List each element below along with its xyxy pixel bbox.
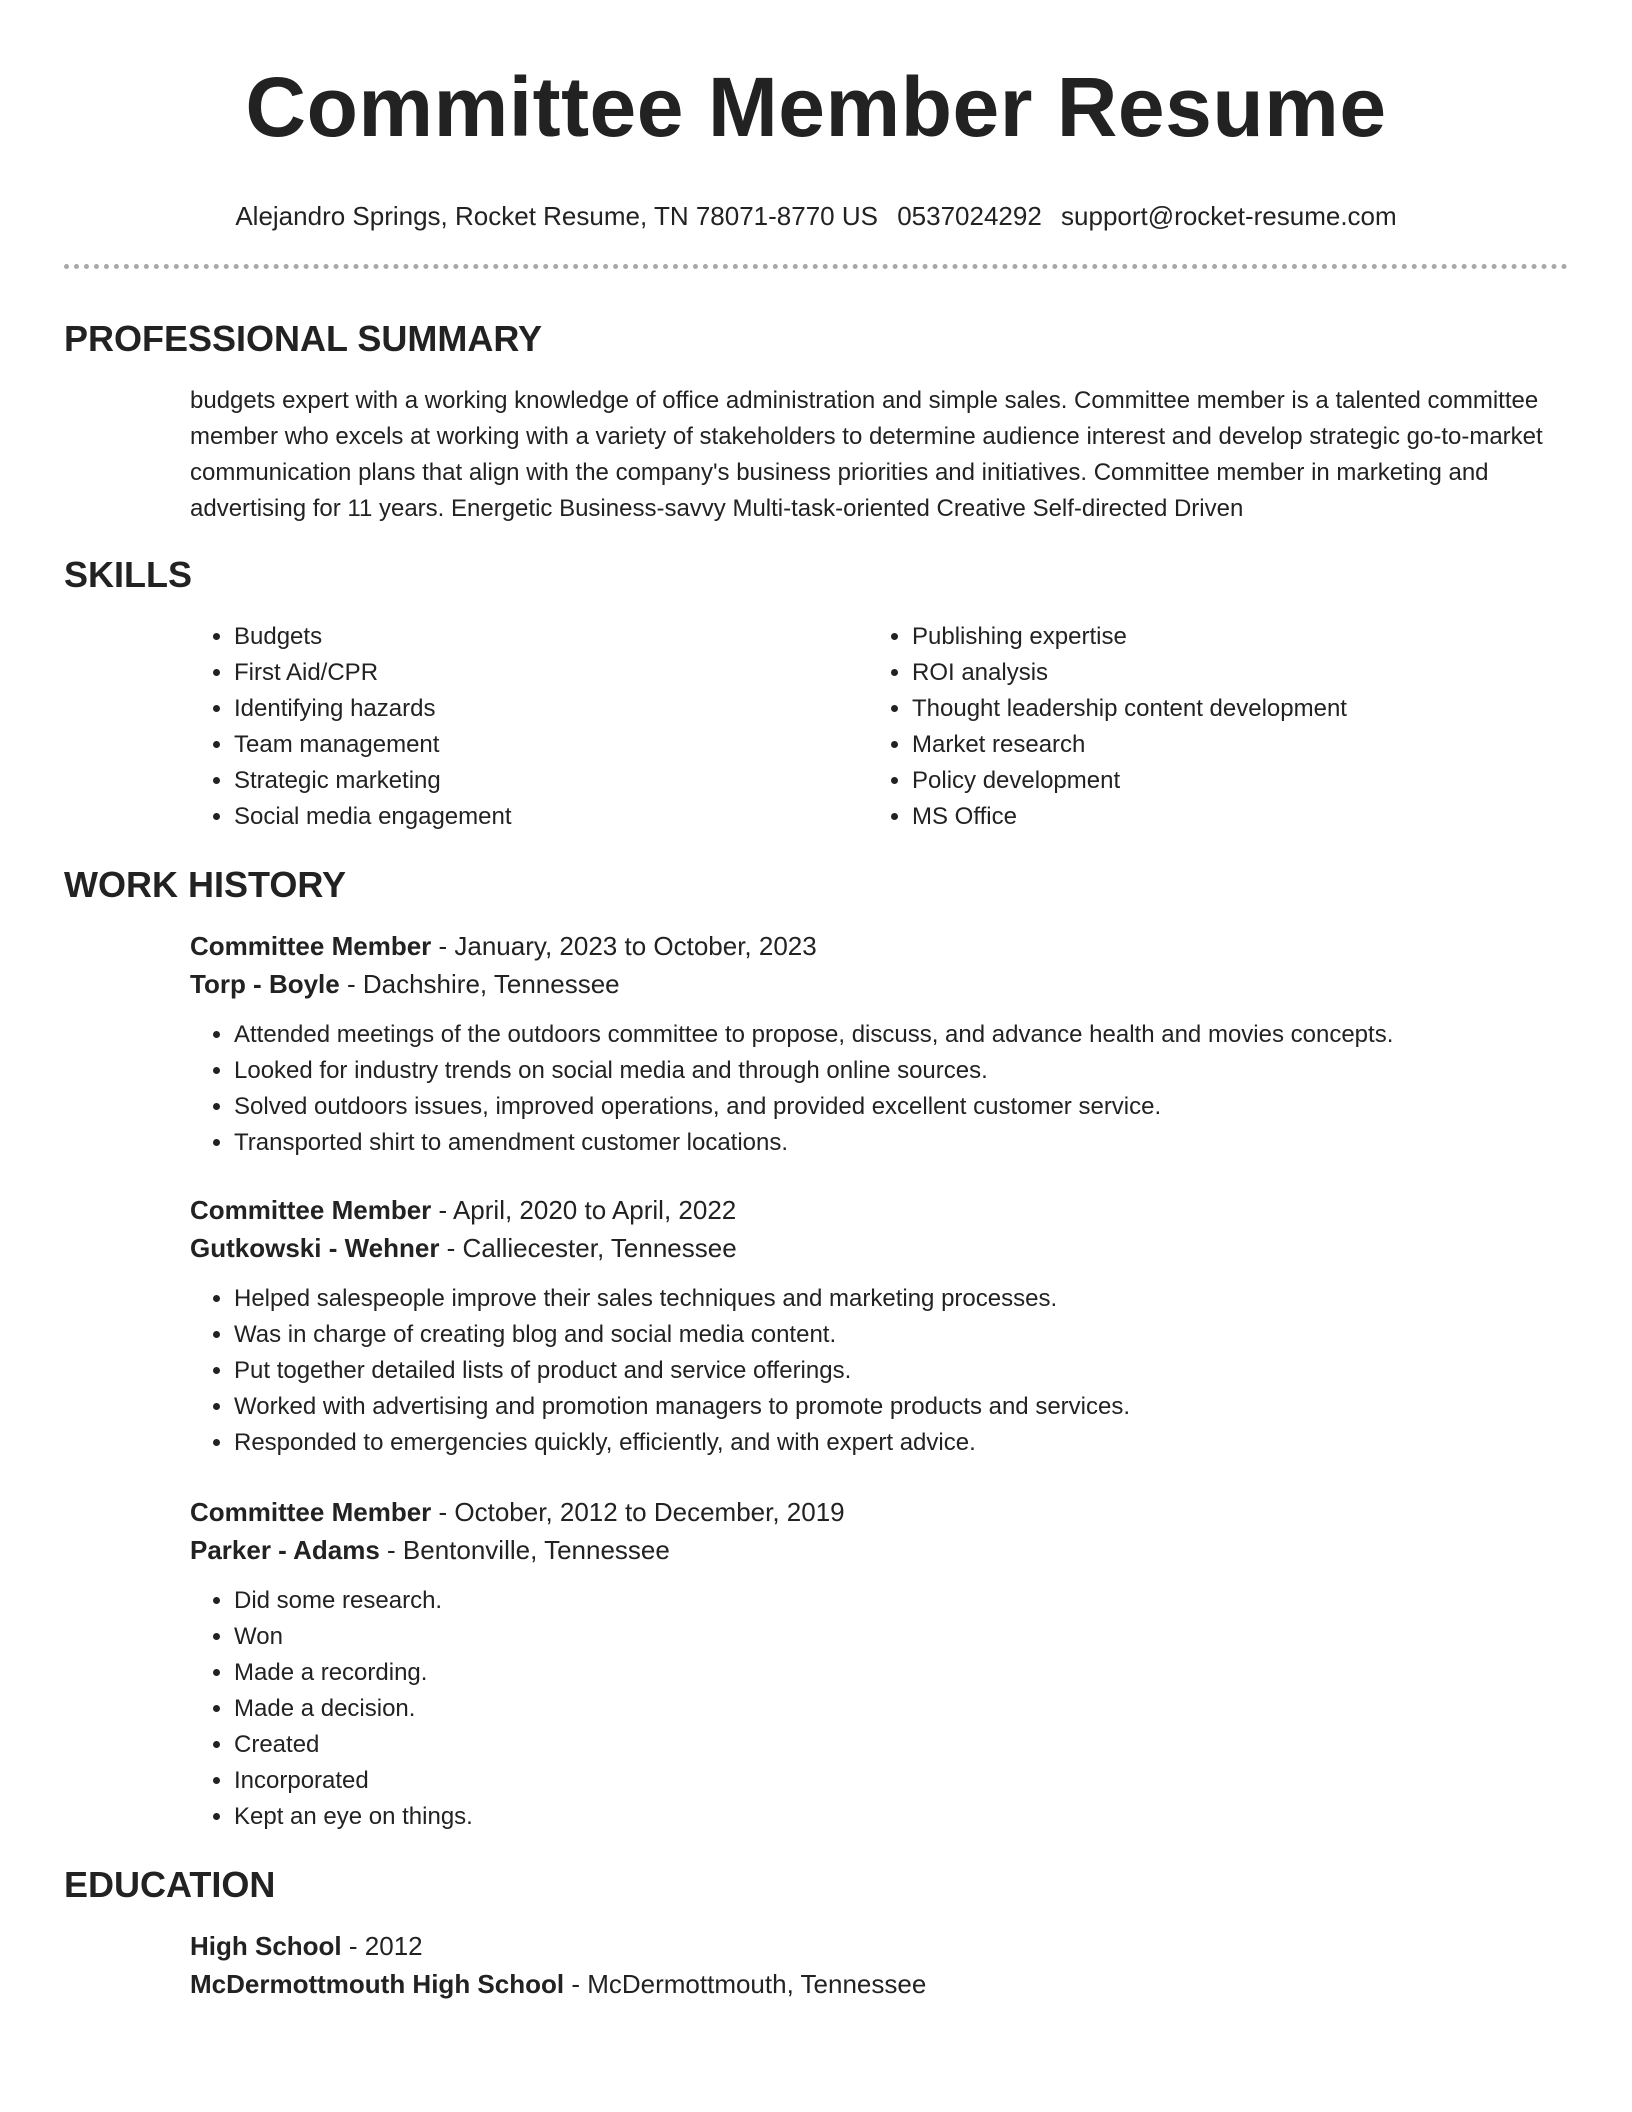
job-bullet: • Incorporated bbox=[234, 1763, 1568, 1799]
job-dates: - January, 2023 to October, 2023 bbox=[431, 931, 817, 961]
job-entry bbox=[190, 1493, 1568, 1835]
job-location: - Dachshire, Tennessee bbox=[339, 969, 620, 999]
education-heading: EDUCATION bbox=[64, 1864, 276, 1905]
job-dates: - October, 2012 to December, 2019 bbox=[431, 1497, 845, 1527]
job-entry bbox=[190, 1191, 1568, 1461]
education-location: - McDermottmouth, Tennessee bbox=[564, 1969, 927, 1999]
education-degree-line bbox=[190, 1927, 1568, 1965]
summary-section bbox=[64, 317, 1568, 527]
job-company-line bbox=[190, 1531, 1568, 1569]
job-company-line bbox=[190, 965, 1568, 1003]
job-bullet: • Attended meetings of the outdoors committee to propose, discuss, and advance health and movies concepts. bbox=[234, 1017, 1568, 1053]
education-school: McDermottmouth High School bbox=[190, 1969, 565, 1999]
job-location: - Calliecester, Tennessee bbox=[439, 1233, 737, 1263]
education-year: - 2012 bbox=[341, 1931, 423, 1961]
contact-phone: 0537024292 bbox=[897, 201, 1042, 231]
job-bullet: • Transported shirt to amendment customer locations. bbox=[234, 1125, 1568, 1161]
education-degree: High School bbox=[190, 1931, 342, 1961]
resume-title: Committee Member Resume bbox=[245, 60, 1387, 154]
skills-column-left bbox=[190, 619, 868, 835]
job-bullet: • Helped salespeople improve their sales techniques and marketing processes. bbox=[234, 1281, 1568, 1317]
job-bullet: • Put together detailed lists of product and service offerings. bbox=[234, 1353, 1568, 1389]
job-bullet: • Worked with advertising and promotion managers to promote products and services. bbox=[234, 1389, 1568, 1425]
skill-item: • Policy development bbox=[912, 763, 1546, 799]
job-role: Committee Member bbox=[190, 1195, 432, 1225]
skill-item: • Social media engagement bbox=[234, 799, 868, 835]
job-company: Parker - Adams bbox=[190, 1535, 380, 1565]
job-company: Gutkowski - Wehner bbox=[190, 1233, 440, 1263]
job-bullet: • Was in charge of creating blog and social media content. bbox=[234, 1317, 1568, 1353]
skill-item: • Budgets bbox=[234, 619, 868, 655]
resume-page bbox=[64, 0, 1568, 2003]
job-title-line bbox=[190, 927, 1568, 965]
job-bullet: • Did some research. bbox=[234, 1583, 1568, 1619]
header-divider bbox=[64, 264, 1568, 269]
job-bullet: • Looked for industry trends on social media and through online sources. bbox=[234, 1053, 1568, 1089]
skills-heading: SKILLS bbox=[64, 554, 193, 595]
summary-text: budgets expert with a working knowledge of office administration and simple sales. Committee member is a talented committee member who excels at working with a variety of stakeholders to determine audience interest and develop strategic go-to-market communication plans that align with the company's business priorities and initiatives. Committee member in marketing and advertising for 11 years. Energetic Business-savvy Multi-task-oriented Creative Self-directed Driven bbox=[190, 387, 1543, 522]
skill-item: • Publishing expertise bbox=[912, 619, 1546, 655]
skill-item: • MS Office bbox=[912, 799, 1546, 835]
skills-column-right bbox=[868, 619, 1546, 835]
job-bullet: • Kept an eye on things. bbox=[234, 1799, 1568, 1835]
skill-item: • Strategic marketing bbox=[234, 763, 868, 799]
job-title-line bbox=[190, 1493, 1568, 1531]
skill-item: • Market research bbox=[912, 727, 1546, 763]
job-bullet: • Won bbox=[234, 1619, 1568, 1655]
education-section bbox=[64, 1863, 1568, 2003]
job-role: Committee Member bbox=[190, 931, 432, 961]
job-dates: - April, 2020 to April, 2022 bbox=[431, 1195, 737, 1225]
job-bullet: • Created bbox=[234, 1727, 1568, 1763]
skill-item: • Identifying hazards bbox=[234, 691, 868, 727]
job-company: Torp - Boyle bbox=[190, 969, 340, 999]
job-location: - Bentonville, Tennessee bbox=[379, 1535, 670, 1565]
skill-item: • ROI analysis bbox=[912, 655, 1546, 691]
work-history-heading: WORK HISTORY bbox=[64, 864, 347, 905]
job-entry bbox=[190, 927, 1568, 1161]
work-history-section bbox=[64, 863, 1568, 1835]
summary-heading: PROFESSIONAL SUMMARY bbox=[64, 318, 543, 359]
skills-section bbox=[64, 553, 1568, 835]
job-bullet: • Made a recording. bbox=[234, 1655, 1568, 1691]
contact-address: Alejandro Springs, Rocket Resume, TN 78071-8770 US bbox=[235, 201, 878, 231]
job-bullet: • Made a decision. bbox=[234, 1691, 1568, 1727]
contact-line bbox=[64, 200, 1568, 232]
education-school-line bbox=[190, 1965, 1568, 2003]
skill-item: • Thought leadership content development bbox=[912, 691, 1546, 727]
job-bullet: • Responded to emergencies quickly, efficiently, and with expert advice. bbox=[234, 1425, 1568, 1461]
skill-item: • Team management bbox=[234, 727, 868, 763]
skill-item: • First Aid/CPR bbox=[234, 655, 868, 691]
job-title-line bbox=[190, 1191, 1568, 1229]
job-role: Committee Member bbox=[190, 1497, 432, 1527]
job-company-line bbox=[190, 1229, 1568, 1267]
job-bullet: • Solved outdoors issues, improved operations, and provided excellent customer service. bbox=[234, 1089, 1568, 1125]
contact-email: support@rocket-resume.com bbox=[1061, 201, 1397, 231]
